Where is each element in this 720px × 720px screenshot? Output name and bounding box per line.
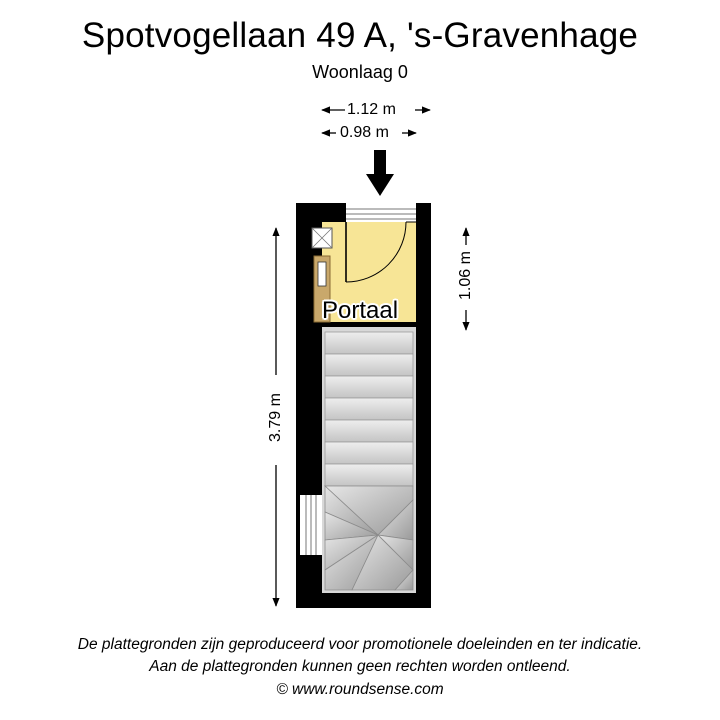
staircase xyxy=(322,327,416,593)
shaft xyxy=(312,228,332,248)
floor-subtitle: Woonlaag 0 xyxy=(312,62,408,82)
entrance-arrow-icon xyxy=(366,150,394,196)
disclaimer-line-2: Aan de plattegronden kunnen geen rechten worden ontleend. xyxy=(149,658,571,675)
dimension-width-inner: 0.98 m xyxy=(340,124,389,141)
side-window xyxy=(300,495,322,555)
dimension-height-portal: 1.06 m xyxy=(457,251,474,300)
dimension-height-total: 3.79 m xyxy=(267,393,284,442)
room-label-portal: Portaal xyxy=(322,297,399,324)
copyright-link[interactable]: © www.roundsense.com xyxy=(276,681,444,698)
dimension-width-outer: 1.12 m xyxy=(347,101,396,118)
front-window xyxy=(346,203,416,222)
disclaimer-line-1: De plattegronden zijn geproduceerd voor promotionele doeleinden en ter indicatie. xyxy=(77,636,643,653)
page-title: Spotvogellaan 49 A, 's-Gravenhage xyxy=(81,16,639,55)
